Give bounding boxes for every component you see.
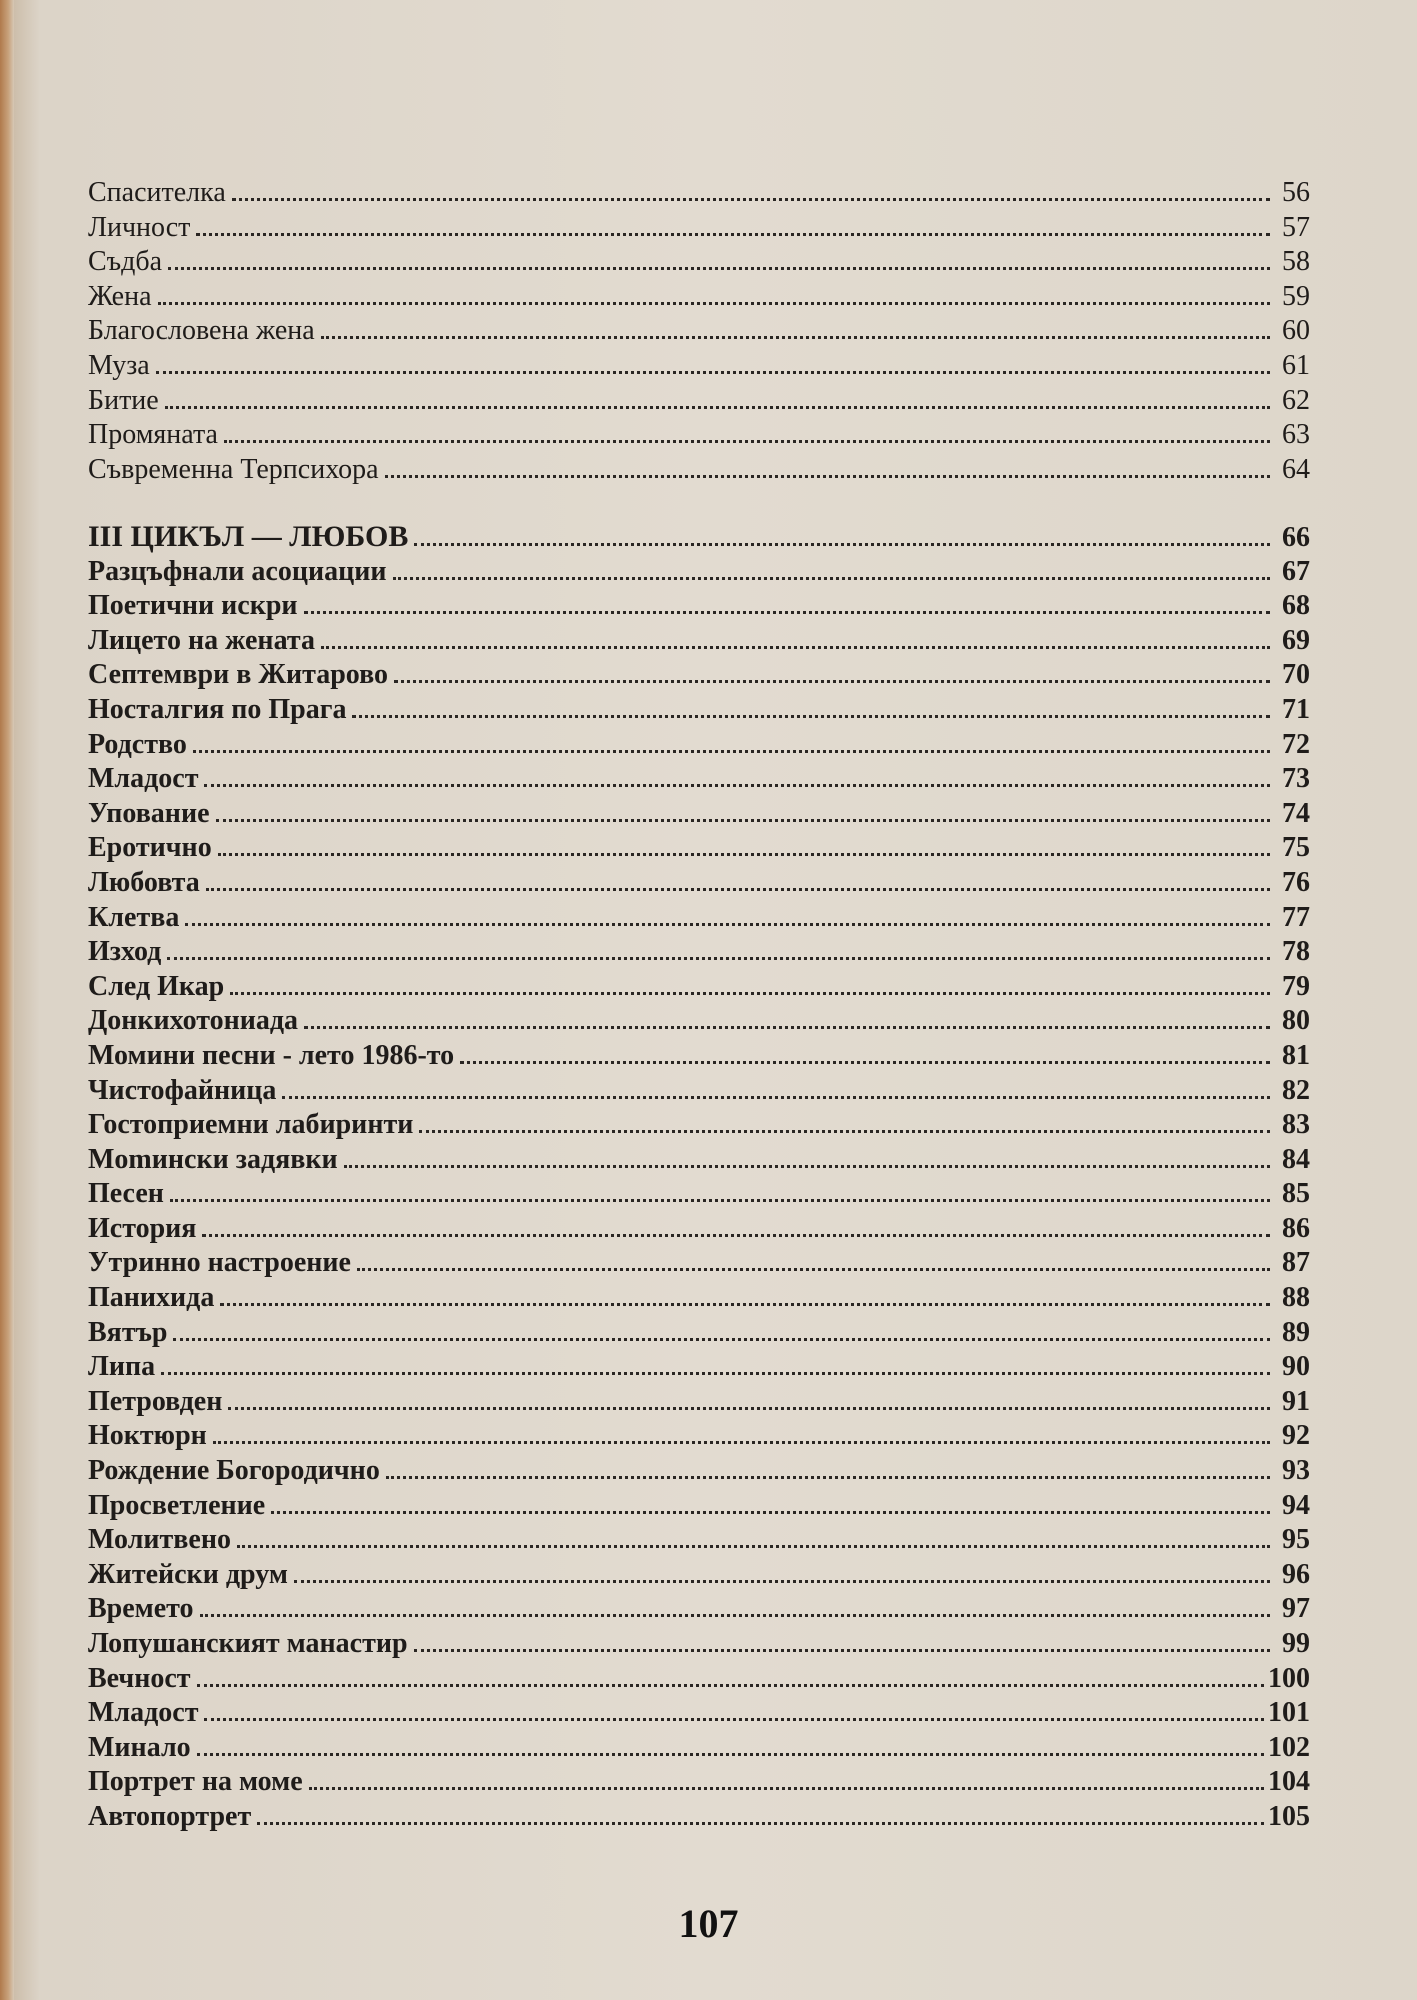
toc-entry-page: 81 — [1282, 1039, 1310, 1071]
toc-entry-page: 104 — [1268, 1766, 1310, 1798]
toc-entry-title: Песен — [88, 1178, 164, 1210]
toc-entry — [88, 1419, 1310, 1454]
toc-entry-title: Вечност — [88, 1662, 191, 1694]
toc-entry-page: 72 — [1282, 728, 1310, 760]
dot-leader — [304, 610, 1270, 614]
page-number: 107 — [678, 1901, 739, 1946]
dot-leader — [309, 1786, 1264, 1790]
toc-entry — [88, 1281, 1310, 1316]
toc-entry — [88, 384, 1310, 419]
toc-entry-title: Изход — [88, 936, 162, 968]
toc-entry — [88, 1627, 1310, 1662]
toc-entry-page: 67 — [1282, 555, 1310, 587]
toc-entry-page: 83 — [1282, 1109, 1310, 1141]
toc-entry-page: 76 — [1282, 866, 1310, 898]
toc-entry — [88, 245, 1310, 280]
toc-entry — [88, 1212, 1310, 1247]
toc-entry-title: Лицето на жената — [88, 624, 315, 656]
dot-leader — [213, 1440, 1270, 1444]
dot-leader — [230, 991, 1270, 995]
toc-entry — [88, 1143, 1310, 1178]
dot-leader — [170, 1198, 1270, 1202]
toc-entry-title: Чистофайница — [88, 1074, 277, 1106]
toc-entry-page: 64 — [1282, 453, 1310, 485]
dot-leader — [156, 370, 1270, 374]
dot-leader — [271, 1510, 1270, 1514]
dot-leader — [385, 474, 1270, 478]
toc-entry — [88, 1039, 1310, 1074]
toc-entry-page: 70 — [1282, 659, 1310, 691]
toc-entry-page: 99 — [1282, 1628, 1310, 1659]
toc-entry — [88, 314, 1310, 349]
toc-entry-page: 89 — [1282, 1316, 1310, 1348]
toc-entry — [88, 211, 1310, 246]
toc-entry-title: Вятър — [88, 1316, 168, 1348]
toc-entry-title: Клетва — [88, 901, 180, 933]
toc-entry-title: Ноктюрн — [88, 1420, 207, 1452]
toc-section-cycle-3 — [88, 520, 1310, 1835]
toc-entry — [88, 1177, 1310, 1212]
toc-entry-page: 56 — [1282, 177, 1310, 208]
dot-leader — [173, 1337, 1270, 1341]
toc-entry-page: 69 — [1282, 624, 1310, 656]
toc-entry-title: Момини песни - лето 1986-то — [88, 1039, 455, 1071]
toc-entry-title: Благословена жена — [88, 315, 315, 347]
toc-entry — [88, 555, 1310, 590]
toc-entry-page: 87 — [1282, 1247, 1310, 1279]
dot-leader — [257, 1821, 1264, 1825]
dot-leader — [168, 266, 1270, 270]
dot-leader — [200, 1613, 1270, 1617]
dot-leader — [204, 783, 1270, 787]
toc-entry — [88, 658, 1310, 693]
toc-entry-title: Петровден — [88, 1385, 223, 1417]
toc-entry-title: Минало — [88, 1731, 191, 1763]
toc-entry-title: Битие — [88, 384, 159, 416]
toc-entry-page: 62 — [1282, 384, 1310, 416]
toc-entry-title: Momински задявки — [88, 1143, 338, 1175]
toc-entry-title: Молитвено — [88, 1524, 231, 1556]
toc-entry-title: Съдба — [88, 246, 163, 278]
toc-entry-page: 85 — [1282, 1178, 1310, 1210]
toc-entry — [88, 453, 1310, 488]
toc-entry-page: 61 — [1282, 349, 1310, 381]
toc-entry-page: 58 — [1282, 246, 1310, 278]
toc-entry-title: Рождение Богородично — [88, 1455, 380, 1487]
dot-leader — [419, 1129, 1270, 1133]
toc-entry — [88, 866, 1310, 901]
dot-leader — [197, 1752, 1264, 1756]
toc-entry-page: 74 — [1282, 797, 1310, 829]
toc-entry-list — [88, 555, 1310, 1835]
toc-entry — [88, 349, 1310, 384]
toc-entry-page: 105 — [1268, 1800, 1310, 1832]
toc-entry — [88, 1074, 1310, 1109]
toc-entry-page: 73 — [1282, 763, 1310, 795]
toc-entry — [88, 1592, 1310, 1627]
toc-entry — [88, 935, 1310, 970]
toc-entry — [88, 1731, 1310, 1766]
cycle-heading-title: III ЦИКЪЛ — ЛЮБОВ — [88, 520, 409, 553]
toc-entry-title: Автопортрет — [88, 1800, 252, 1832]
toc-entry — [88, 1523, 1310, 1558]
toc-entry-title: Младост — [88, 1697, 199, 1729]
dot-leader — [394, 679, 1270, 683]
dot-leader — [237, 1544, 1270, 1548]
toc-entry-title: Съвременна Терпсихора — [88, 453, 379, 485]
toc-entry — [88, 1662, 1310, 1697]
toc-entry-page: 91 — [1282, 1385, 1310, 1417]
toc-entry-title: Упование — [88, 797, 210, 829]
cycle-heading — [88, 520, 1310, 555]
dot-leader — [460, 1060, 1270, 1064]
toc-entry-title: Лопушанският манастир — [88, 1628, 408, 1659]
dot-leader — [193, 749, 1270, 753]
toc-entry-title: Гостоприемни лабиринти — [88, 1109, 414, 1141]
toc-entry-page: 90 — [1282, 1351, 1310, 1383]
toc-entry — [88, 624, 1310, 659]
toc-entry-page: 79 — [1282, 970, 1310, 1002]
dot-leader — [321, 645, 1270, 649]
book-spine-edge — [0, 0, 14, 2000]
toc-entry-page: 84 — [1282, 1143, 1310, 1175]
toc-entry-title: Времето — [88, 1593, 194, 1625]
toc-entry-page: 80 — [1282, 1005, 1310, 1037]
toc-entry-title: Любовта — [88, 866, 200, 898]
toc-entry-page: 101 — [1268, 1697, 1310, 1729]
toc-entry — [88, 1800, 1310, 1835]
toc-entry-title: Житейски друм — [88, 1558, 288, 1590]
dot-leader — [294, 1579, 1270, 1583]
toc-entry-page: 102 — [1268, 1731, 1310, 1763]
toc-entry-title: Просветление — [88, 1489, 266, 1521]
toc-entry-page: 100 — [1268, 1662, 1310, 1694]
toc-entry — [88, 1558, 1310, 1593]
dot-leader — [393, 576, 1271, 580]
dot-leader — [414, 542, 1270, 546]
dot-leader — [204, 1717, 1264, 1721]
toc-entry-title: Муза — [88, 349, 150, 381]
toc-entry — [88, 762, 1310, 797]
toc-entry — [88, 1246, 1310, 1281]
toc-entry — [88, 797, 1310, 832]
toc-entry — [88, 1696, 1310, 1731]
toc-entry-page: 93 — [1282, 1455, 1310, 1487]
dot-leader — [282, 1095, 1270, 1099]
toc-entry-page: 86 — [1282, 1212, 1310, 1244]
toc-entry — [88, 1454, 1310, 1489]
dot-leader — [232, 197, 1270, 201]
toc-entry-title: Родство — [88, 728, 187, 760]
toc-entry-page: 77 — [1282, 901, 1310, 933]
toc-entry — [88, 1316, 1310, 1351]
toc-entry-title: Портрет на моме — [88, 1766, 303, 1798]
toc-entry-page: 57 — [1282, 211, 1310, 243]
dot-leader — [185, 922, 1270, 926]
toc-entry-page: 82 — [1282, 1074, 1310, 1106]
toc-entry — [88, 693, 1310, 728]
dot-leader — [352, 714, 1270, 718]
dot-leader — [197, 1683, 1264, 1687]
toc-entry-page: 71 — [1282, 693, 1310, 725]
toc-entry-page: 59 — [1282, 280, 1310, 312]
toc-entry-title: Поетични искри — [88, 590, 298, 622]
toc-entry — [88, 1004, 1310, 1039]
dot-leader — [357, 1267, 1270, 1271]
toc-entry-title: Разцъфнали асоциации — [88, 555, 387, 587]
toc-entry — [88, 1350, 1310, 1385]
toc-entry-page: 96 — [1282, 1558, 1310, 1590]
toc-entry-title: След Икар — [88, 970, 225, 1002]
toc-entry-page: 75 — [1282, 832, 1310, 864]
dot-leader — [218, 852, 1270, 856]
toc-entry-title: Донкихотониада — [88, 1005, 299, 1037]
dot-leader — [216, 818, 1270, 822]
dot-leader — [220, 1302, 1270, 1306]
toc-entry-title: Младост — [88, 763, 199, 795]
toc-entry — [88, 1385, 1310, 1420]
toc-entry — [88, 1108, 1310, 1143]
toc-entry — [88, 831, 1310, 866]
toc-entry-page: 88 — [1282, 1282, 1310, 1314]
toc-entry — [88, 728, 1310, 763]
dot-leader — [321, 335, 1270, 339]
toc-entry-page: 95 — [1282, 1524, 1310, 1556]
cycle-heading-page: 66 — [1282, 522, 1310, 553]
toc-entry-title: История — [88, 1212, 197, 1244]
toc-entry — [88, 176, 1310, 211]
toc-entry — [88, 1489, 1310, 1524]
dot-leader — [344, 1164, 1270, 1168]
dot-leader — [161, 1371, 1270, 1375]
dot-leader — [224, 439, 1270, 443]
dot-leader — [202, 1233, 1270, 1237]
toc-entry-title: Спасителка — [88, 177, 226, 208]
toc-entry — [88, 589, 1310, 624]
dot-leader — [386, 1475, 1270, 1479]
dot-leader — [158, 301, 1270, 305]
toc-entry-title: Еротично — [88, 832, 212, 864]
toc-entry-page: 68 — [1282, 590, 1310, 622]
toc-entry-page: 92 — [1282, 1420, 1310, 1452]
toc-entry-title: Жена — [88, 280, 152, 312]
toc-entry-page: 78 — [1282, 936, 1310, 968]
toc-entry-title: Липа — [88, 1351, 156, 1383]
toc-entry — [88, 970, 1310, 1005]
dot-leader — [304, 1025, 1270, 1029]
dot-leader — [196, 232, 1270, 236]
dot-leader — [167, 956, 1270, 960]
toc-entry-title: Личност — [88, 211, 191, 243]
toc-entry — [88, 418, 1310, 453]
toc-entry-page: 63 — [1282, 419, 1310, 451]
toc-entry-page: 60 — [1282, 315, 1310, 347]
toc-entry-title: Септември в Житарово — [88, 659, 389, 691]
toc-entry-title: Носталгия по Прага — [88, 693, 347, 725]
toc-entry-page: 94 — [1282, 1489, 1310, 1521]
dot-leader — [228, 1406, 1270, 1410]
toc-entry — [88, 901, 1310, 936]
dot-leader — [414, 1648, 1270, 1652]
toc-entry-title: Утринно настроение — [88, 1247, 351, 1279]
toc-section-cycle-2-tail — [88, 176, 1310, 487]
dot-leader — [165, 405, 1270, 409]
toc-entry — [88, 1765, 1310, 1800]
dot-leader — [206, 887, 1270, 891]
toc-entry — [88, 280, 1310, 315]
toc-entry-title: Промяната — [88, 419, 218, 451]
toc-entry-title: Панихида — [88, 1282, 215, 1314]
toc-entry-page: 97 — [1282, 1593, 1310, 1625]
